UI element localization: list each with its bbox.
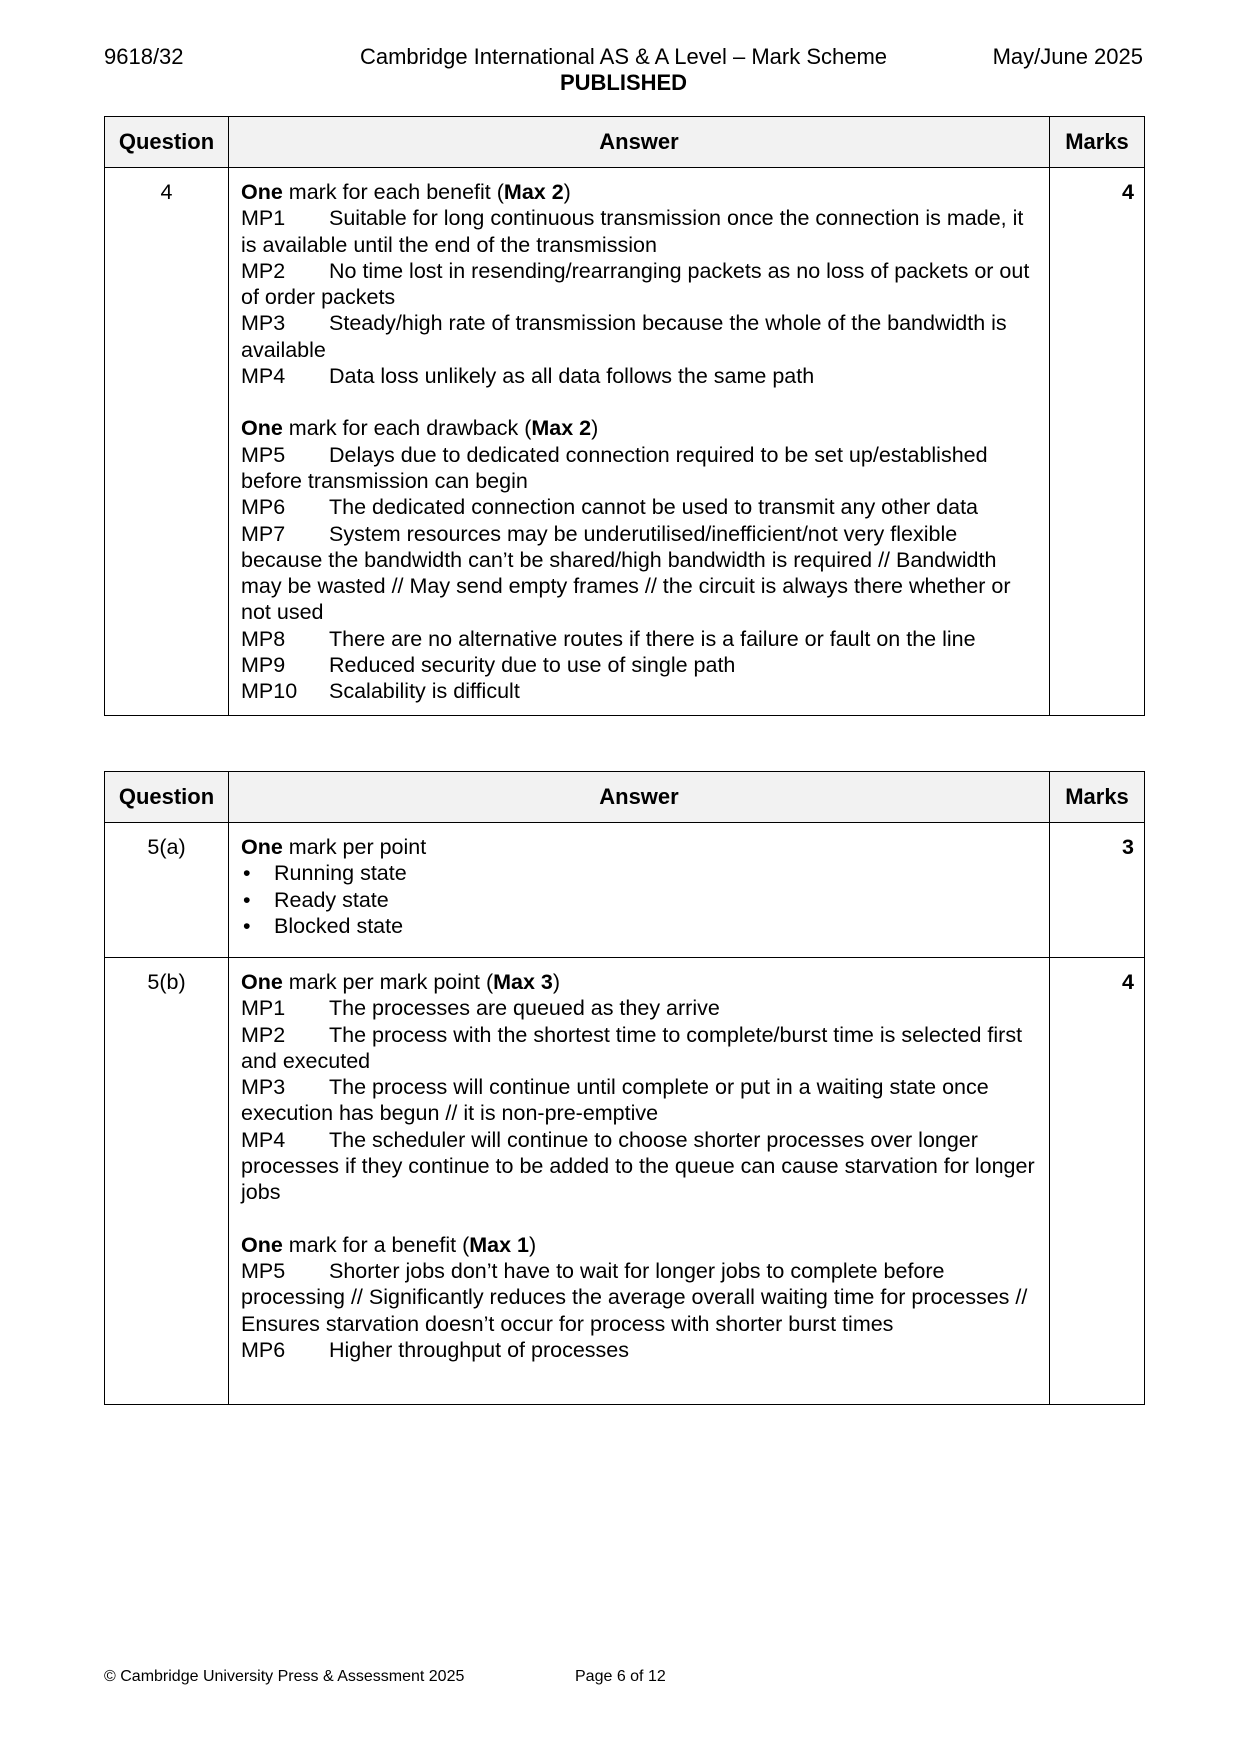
mark-scheme-table-q4 bbox=[104, 116, 1145, 716]
question-column-header: Question bbox=[105, 117, 229, 168]
answer-cell bbox=[229, 823, 1050, 958]
answer-cell bbox=[229, 168, 1050, 716]
point-heading: One mark per point bbox=[241, 835, 427, 859]
mark-point: MP3 Steady/high rate of transmission because the whole of the bandwidth is available bbox=[241, 311, 1007, 362]
mark-scheme-table-q5 bbox=[104, 771, 1145, 1405]
mark-point: MP5 Delays due to dedicated connection required to be set up/established before transmission can begin bbox=[241, 442, 988, 493]
marks-column-header: Marks bbox=[1050, 772, 1145, 823]
benefit-heading: One mark for each benefit (Max 2) bbox=[241, 180, 571, 204]
benefit-heading: One mark for a benefit (Max 1) bbox=[241, 1232, 537, 1257]
table-header-row bbox=[105, 772, 1145, 823]
document-title: Cambridge International AS & A Level – Mark Scheme bbox=[359, 44, 888, 69]
mark-point: MP7 System resources may be underutilised/inefficient/not very flexible because the bandwidth can’t be shared/high bandwidth is required // Bandwidth may be wasted // May send empty frames // the circuit is always there whether or not used bbox=[241, 521, 1011, 625]
status-label: PUBLISHED bbox=[559, 70, 688, 95]
exam-session: May/June 2025 bbox=[992, 44, 1143, 69]
syllabus-code: 9618/32 bbox=[104, 44, 184, 69]
question-column-header: Question bbox=[105, 772, 229, 823]
point-heading: One mark per mark point (Max 3) bbox=[241, 970, 561, 994]
mark-point: MP10 Scalability is difficult bbox=[241, 679, 520, 704]
marks-column-header: Marks bbox=[1050, 117, 1145, 168]
question-number: 5(a) bbox=[105, 823, 229, 958]
drawback-heading: One mark for each drawback (Max 2) bbox=[241, 416, 599, 441]
table-row bbox=[105, 823, 1145, 958]
mark-point: MP1 Suitable for long continuous transmission once the connection is made, it is available until the end of the transmission bbox=[241, 206, 1024, 257]
mark-point: MP5 Shorter jobs don’t have to wait for longer jobs to complete before processing // Significantly reduces the average overall waiting time for processes // Ensures starvation doesn’t occur for process with shorter burst times bbox=[241, 1258, 1028, 1336]
mark-point: MP6 The dedicated connection cannot be used to transmit any other data bbox=[241, 495, 979, 520]
mark-point: MP8 There are no alternative routes if there is a failure or fault on the line bbox=[241, 626, 976, 651]
header-center bbox=[104, 44, 1143, 96]
bullet-list bbox=[241, 860, 1039, 939]
question-number: 5(b) bbox=[105, 958, 229, 1405]
marks-value: 4 bbox=[1050, 168, 1145, 716]
mark-point: MP1 The processes are queued as they arrive bbox=[241, 996, 720, 1021]
table-row bbox=[105, 168, 1145, 716]
marks-value: 3 bbox=[1050, 823, 1145, 958]
mark-point: MP2 No time lost in resending/rearranging packets as no loss of packets or out of order packets bbox=[241, 258, 1030, 310]
mark-point: MP4 The scheduler will continue to choose shorter processes over longer processes if they continue to be added to the queue can cause starvation for longer jobs bbox=[241, 1127, 1035, 1205]
list-item: • Running state bbox=[241, 860, 1039, 886]
table-row bbox=[105, 958, 1145, 1405]
question-number: 4 bbox=[105, 168, 229, 716]
mark-point: MP4 Data loss unlikely as all data follows the same path bbox=[241, 364, 815, 389]
mark-point: MP9 Reduced security due to use of single path bbox=[241, 653, 736, 678]
page-number: Page 6 of 12 bbox=[575, 1668, 666, 1685]
answer-column-header: Answer bbox=[229, 117, 1050, 168]
answer-column-header: Answer bbox=[229, 772, 1050, 823]
mark-point: MP2 The process with the shortest time to complete/burst time is selected first and executed bbox=[241, 1022, 1023, 1073]
list-item: • Blocked state bbox=[241, 913, 1039, 939]
mark-point: MP6 Higher throughput of processes bbox=[241, 1337, 629, 1362]
table-header-row bbox=[105, 117, 1145, 168]
list-item: • Ready state bbox=[241, 887, 1039, 913]
mark-point: MP3 The process will continue until complete or put in a waiting state once execution has begun // it is non-pre-emptive bbox=[241, 1075, 989, 1126]
marks-value: 4 bbox=[1050, 958, 1145, 1405]
answer-cell bbox=[229, 958, 1050, 1405]
page-header bbox=[104, 44, 1143, 96]
copyright-notice: © Cambridge University Press & Assessment 2025 bbox=[104, 1668, 465, 1685]
